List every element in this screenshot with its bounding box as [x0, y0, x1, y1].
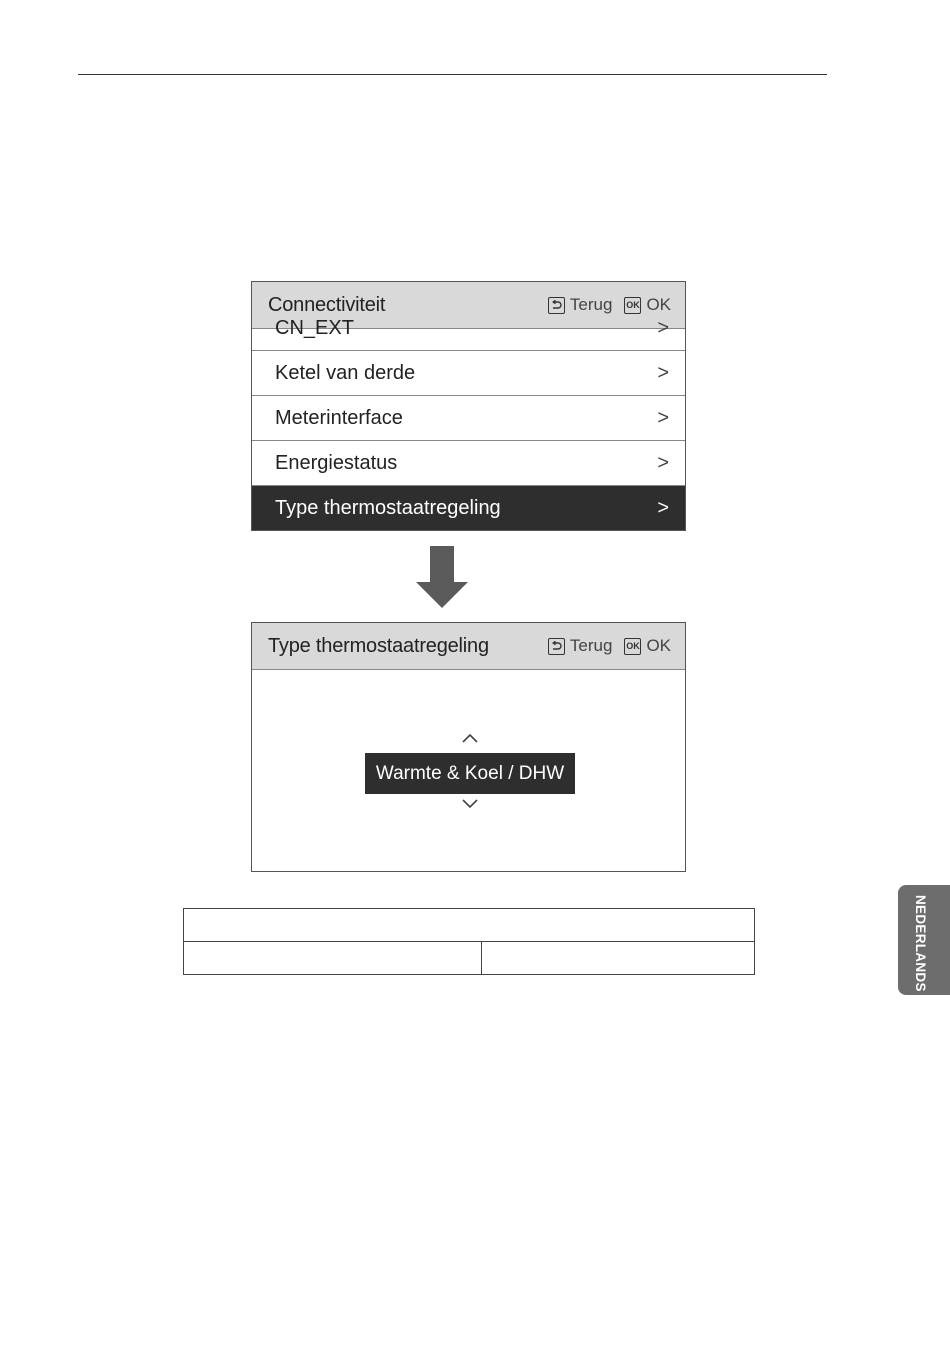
chevron-right-icon: > [657, 362, 669, 384]
menu-item-type-thermostaatregeling[interactable] [252, 486, 685, 530]
language-tab [898, 885, 950, 995]
table-cell [184, 942, 482, 974]
language-label: NEDERLANDS [913, 895, 928, 992]
menu-list [252, 317, 685, 530]
header-controls [548, 295, 671, 315]
menu-item-cn-ext[interactable] [252, 317, 685, 351]
down-arrow-icon [416, 546, 468, 608]
screen-title: Connectiviteit [268, 294, 386, 316]
menu-item-energiestatus[interactable] [252, 441, 685, 486]
screen-header [252, 623, 685, 670]
ok-icon[interactable]: OK [624, 297, 641, 314]
chevron-right-icon: > [657, 407, 669, 429]
connectivity-screen [251, 281, 686, 531]
selected-value[interactable]: Warmte & Koel / DHW [365, 753, 575, 794]
chevron-right-icon: > [657, 317, 669, 339]
back-icon[interactable] [548, 297, 565, 314]
menu-item-meterinterface[interactable] [252, 396, 685, 441]
screen-title: Type thermostaatregeling [268, 635, 489, 657]
menu-item-label: Ketel van derde [275, 362, 416, 384]
table-cell [482, 942, 754, 974]
menu-item-label: Energiestatus [275, 452, 398, 474]
ok-icon[interactable]: OK [624, 638, 641, 655]
back-icon[interactable] [548, 638, 565, 655]
ok-label[interactable]: OK [646, 295, 671, 314]
top-divider [78, 74, 827, 75]
menu-item-label: Meterinterface [275, 407, 403, 429]
chevron-up-icon[interactable] [461, 733, 479, 743]
settings-table [183, 908, 755, 975]
thermostat-type-screen [251, 622, 686, 872]
back-label[interactable]: Terug [569, 636, 613, 655]
menu-item-ketel[interactable] [252, 351, 685, 396]
table-header-row [184, 909, 754, 942]
back-label[interactable]: Terug [569, 295, 613, 314]
chevron-right-icon: > [657, 497, 669, 519]
menu-item-label: Type thermostaatregeling [275, 497, 501, 519]
ok-label[interactable]: OK [646, 636, 671, 655]
chevron-right-icon: > [657, 452, 669, 474]
menu-item-label: CN_EXT [275, 317, 354, 339]
chevron-down-icon[interactable] [461, 799, 479, 809]
header-controls [548, 636, 671, 656]
